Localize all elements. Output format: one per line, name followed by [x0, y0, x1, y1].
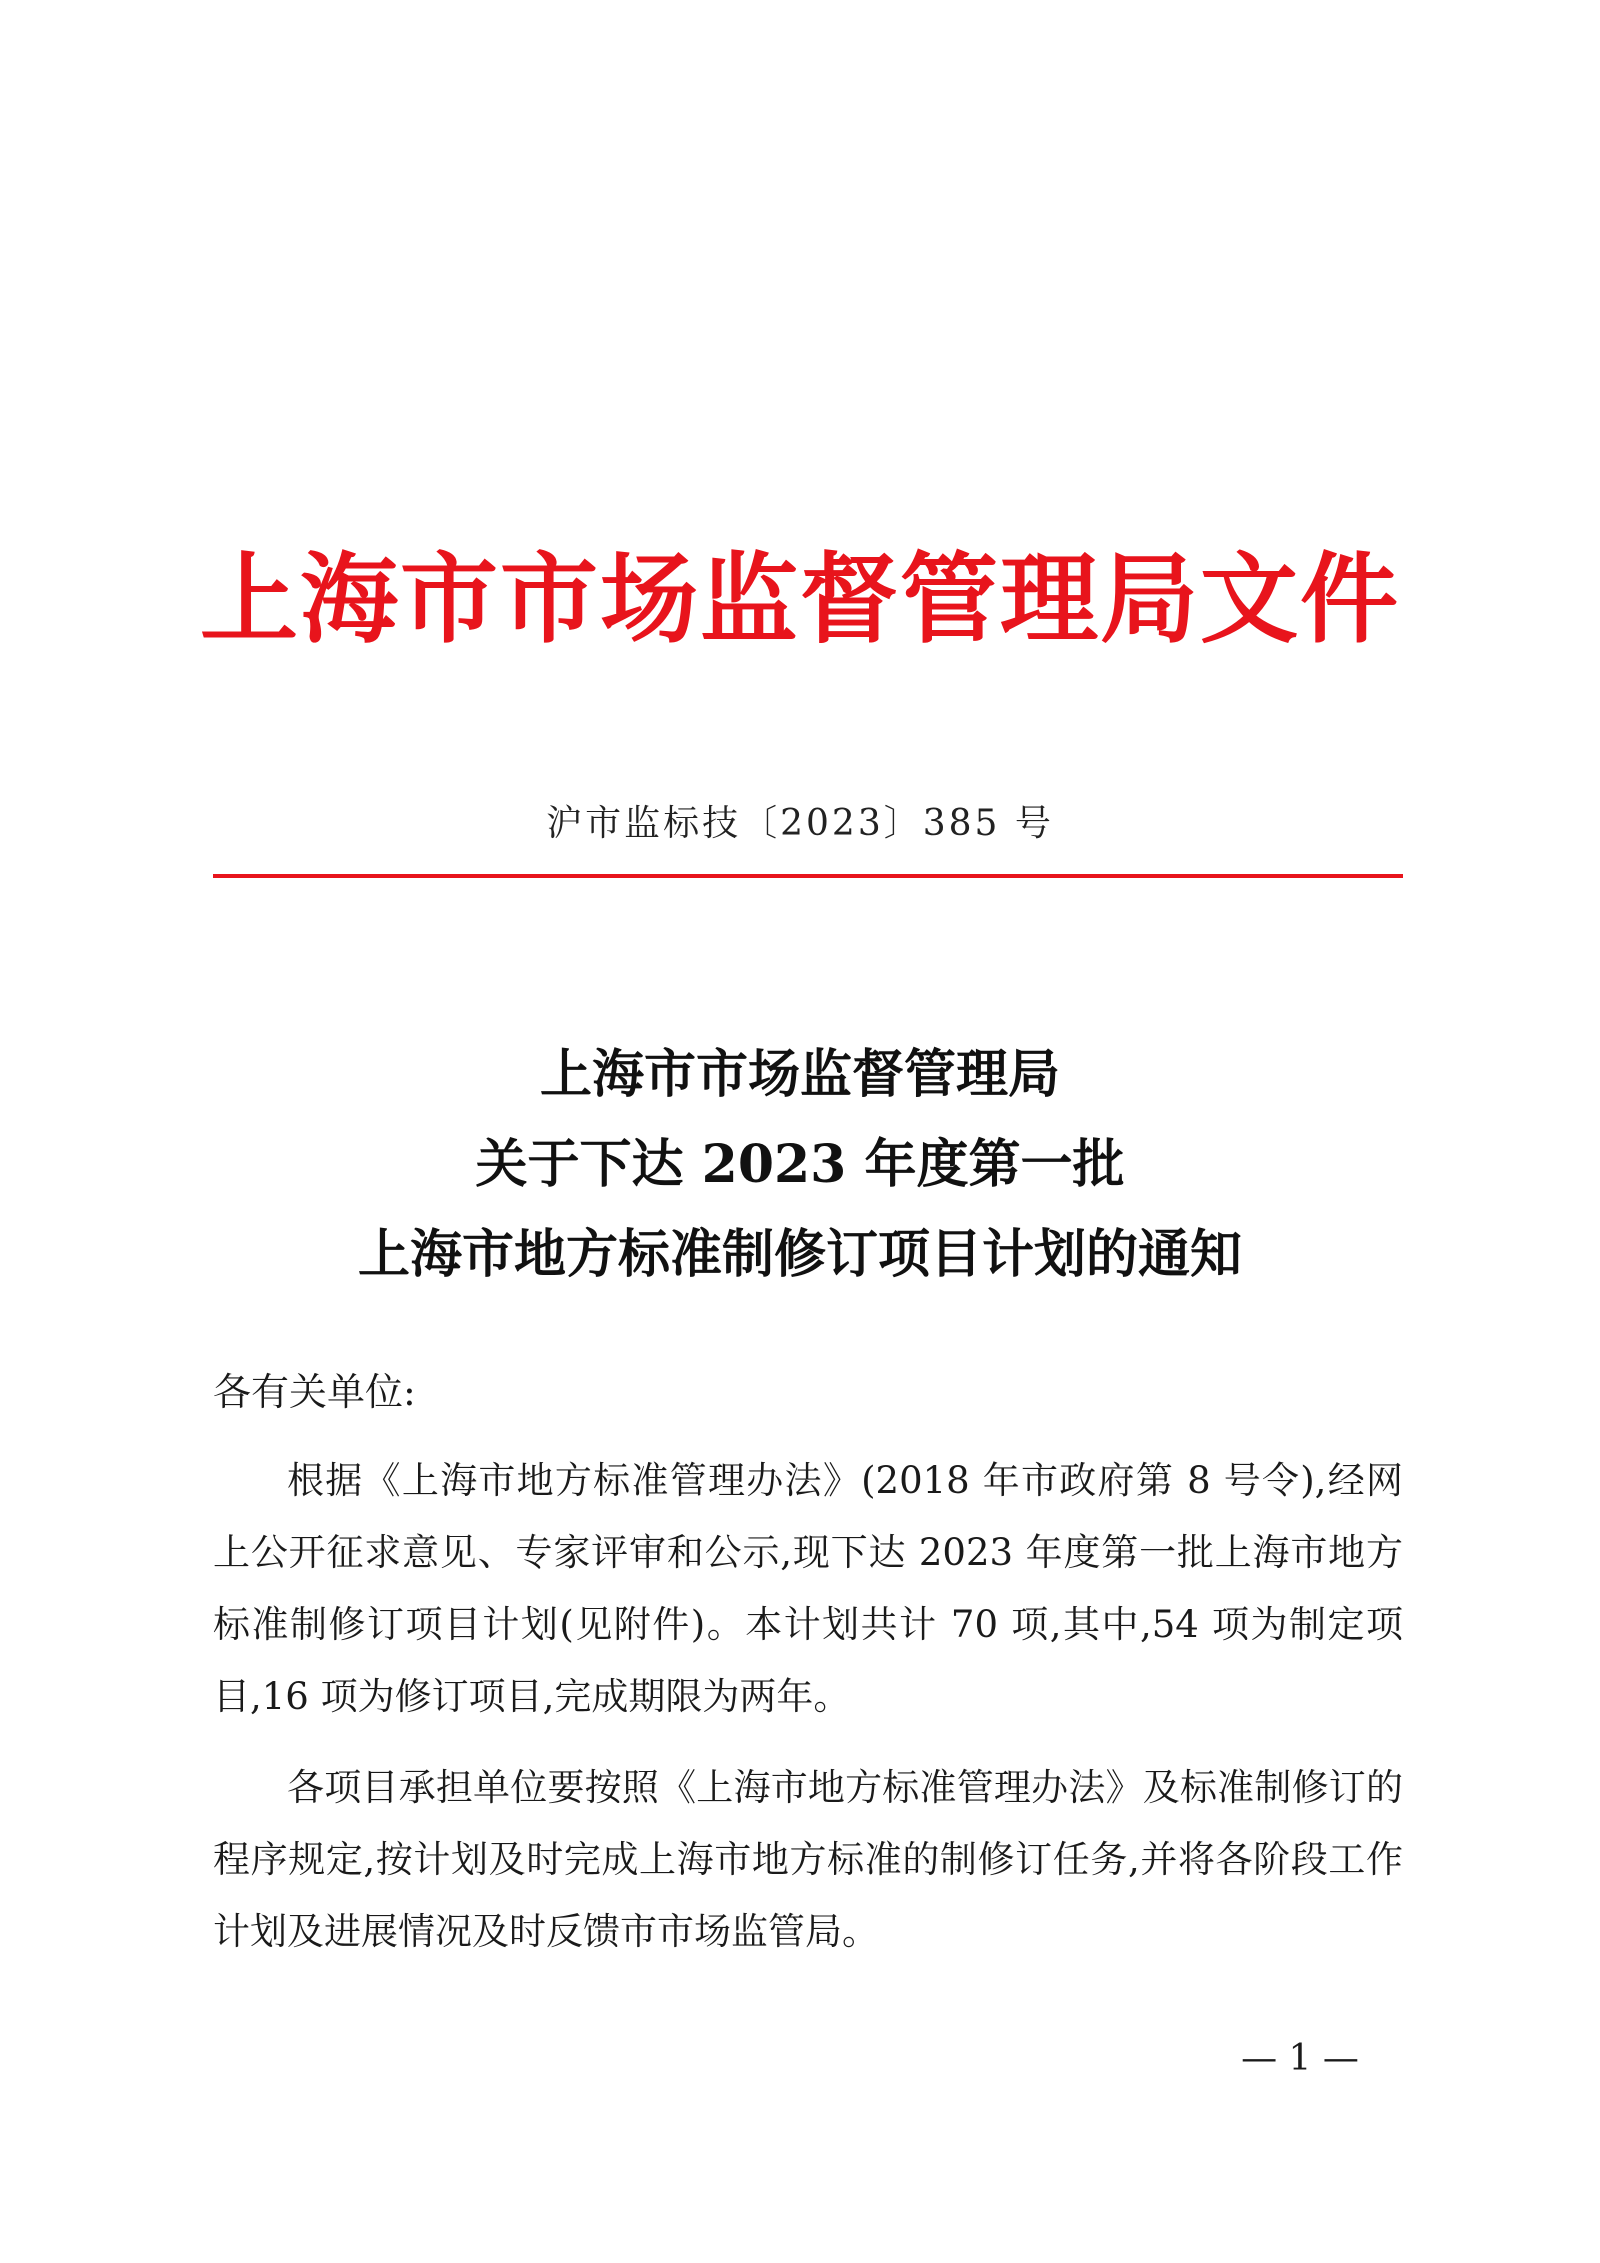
red-masthead-title: 上海市市场监督管理局文件: [199, 542, 1400, 657]
document-number: 沪市监标技〔2023〕385 号: [546, 803, 1054, 844]
body-paragraph-2: 各项目承担单位要按照《上海市地方标准管理办法》及标准制修订的程序规定,按计划及时完成上海市地方标准的制修订任务,并将各阶段工作计划及进展情况及时反馈市市场监管局。: [213, 1766, 1403, 1953]
page-number: — 1 —: [1241, 2038, 1359, 2079]
notice-title-line-1: 上海市市场监督管理局: [539, 1044, 1060, 1105]
notice-title: [0, 1030, 1600, 1300]
red-divider-line: [213, 874, 1403, 878]
notice-title-line-3: 上海市地方标准制修订项目计划的通知: [357, 1224, 1242, 1285]
notice-title-line-2: 关于下达 2023 年度第一批: [475, 1134, 1125, 1195]
body-paragraph-1: 根据《上海市地方标准管理办法》(2018 年市政府第 8 号令),经网上公开征求意见、专家评审和公示,现下达 2023 年度第一批上海市地方标准制修订项目计划(见附件)。本计划共计 70 项,其中,54 项为制定项目,16 项为修订项目,完成期限为两年。: [213, 1459, 1403, 1718]
salutation: 各有关单位:: [213, 1370, 416, 1414]
